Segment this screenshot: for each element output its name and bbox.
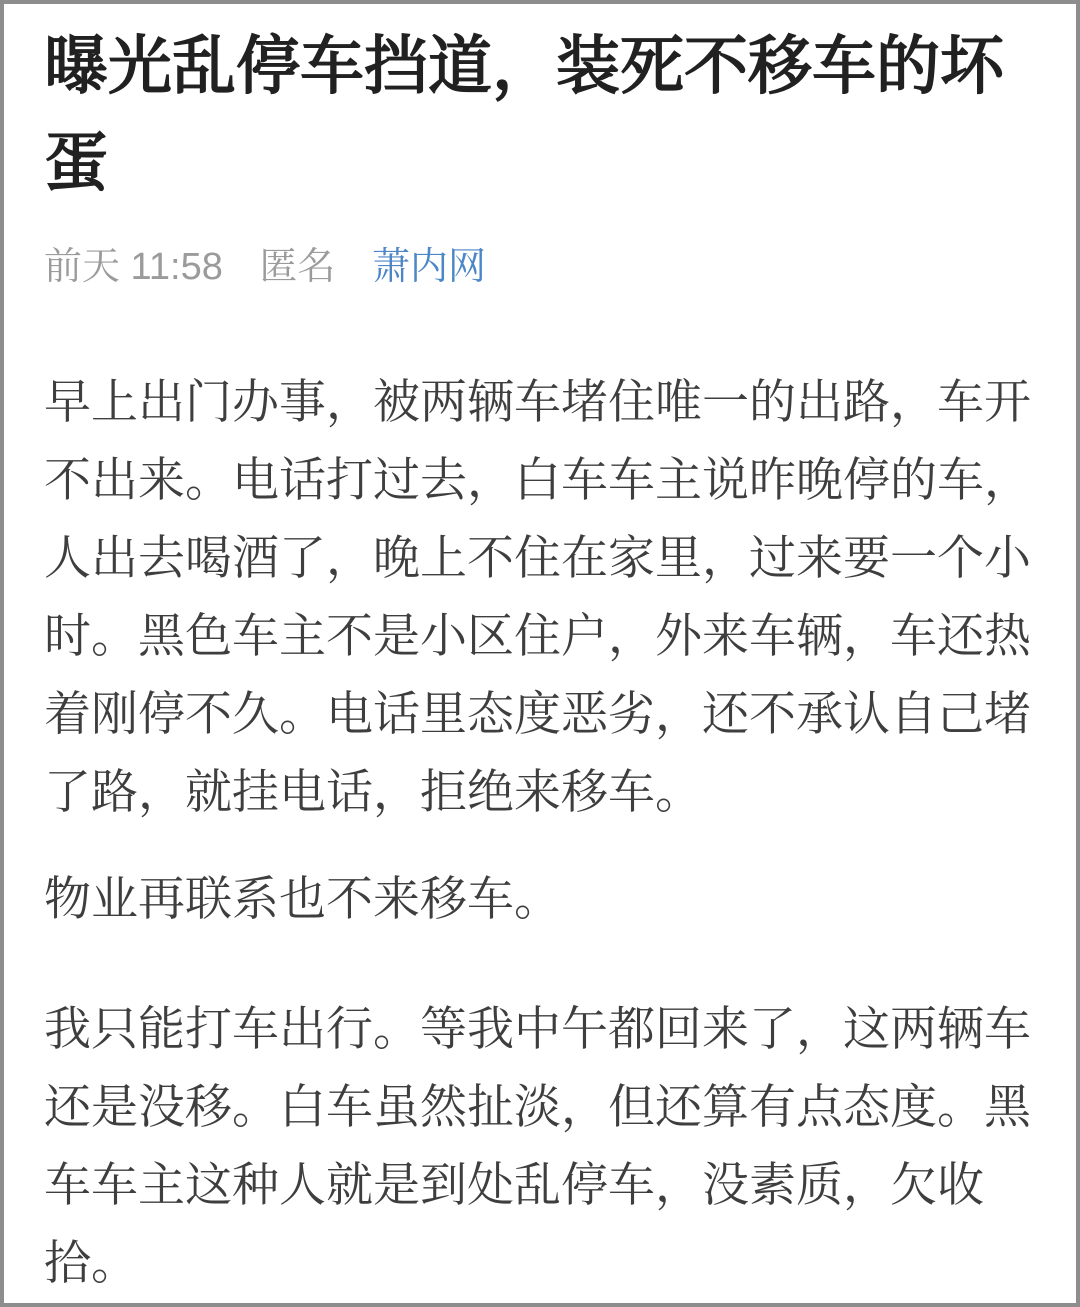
- post-title: 曝光乱停车挡道，装死不移车的坏蛋: [44, 30, 1004, 199]
- post-paragraph: 我只能打车出行。等我中午都回来了，这两辆车还是没移。白车虽然扯淡，但还算有点态度。黑车车主这种人就是到处乱停车，没素质，欠收拾。: [44, 1002, 1031, 1289]
- post-meta: [44, 243, 1036, 291]
- post-author-anonymous: 匿名: [259, 246, 336, 288]
- post-paragraph: 物业再联系也不来移车。: [44, 872, 561, 925]
- post-timestamp: 前天 11:58: [44, 246, 223, 288]
- source-link[interactable]: 萧内网: [371, 246, 486, 288]
- post-body: [44, 363, 1036, 1302]
- post-paragraph: 早上出门办事，被两辆车堵住唯一的出路，车开不出来。电话打过去，白车车主说昨晚停的车，人出去喝酒了，晚上不住在家里，过来要一个小时。黑色车主不是小区住户，外来车辆，车还热着刚停不久。电话里态度恶劣，还不承认自己堵了路，就挂电话，拒绝来移车。: [44, 375, 1031, 818]
